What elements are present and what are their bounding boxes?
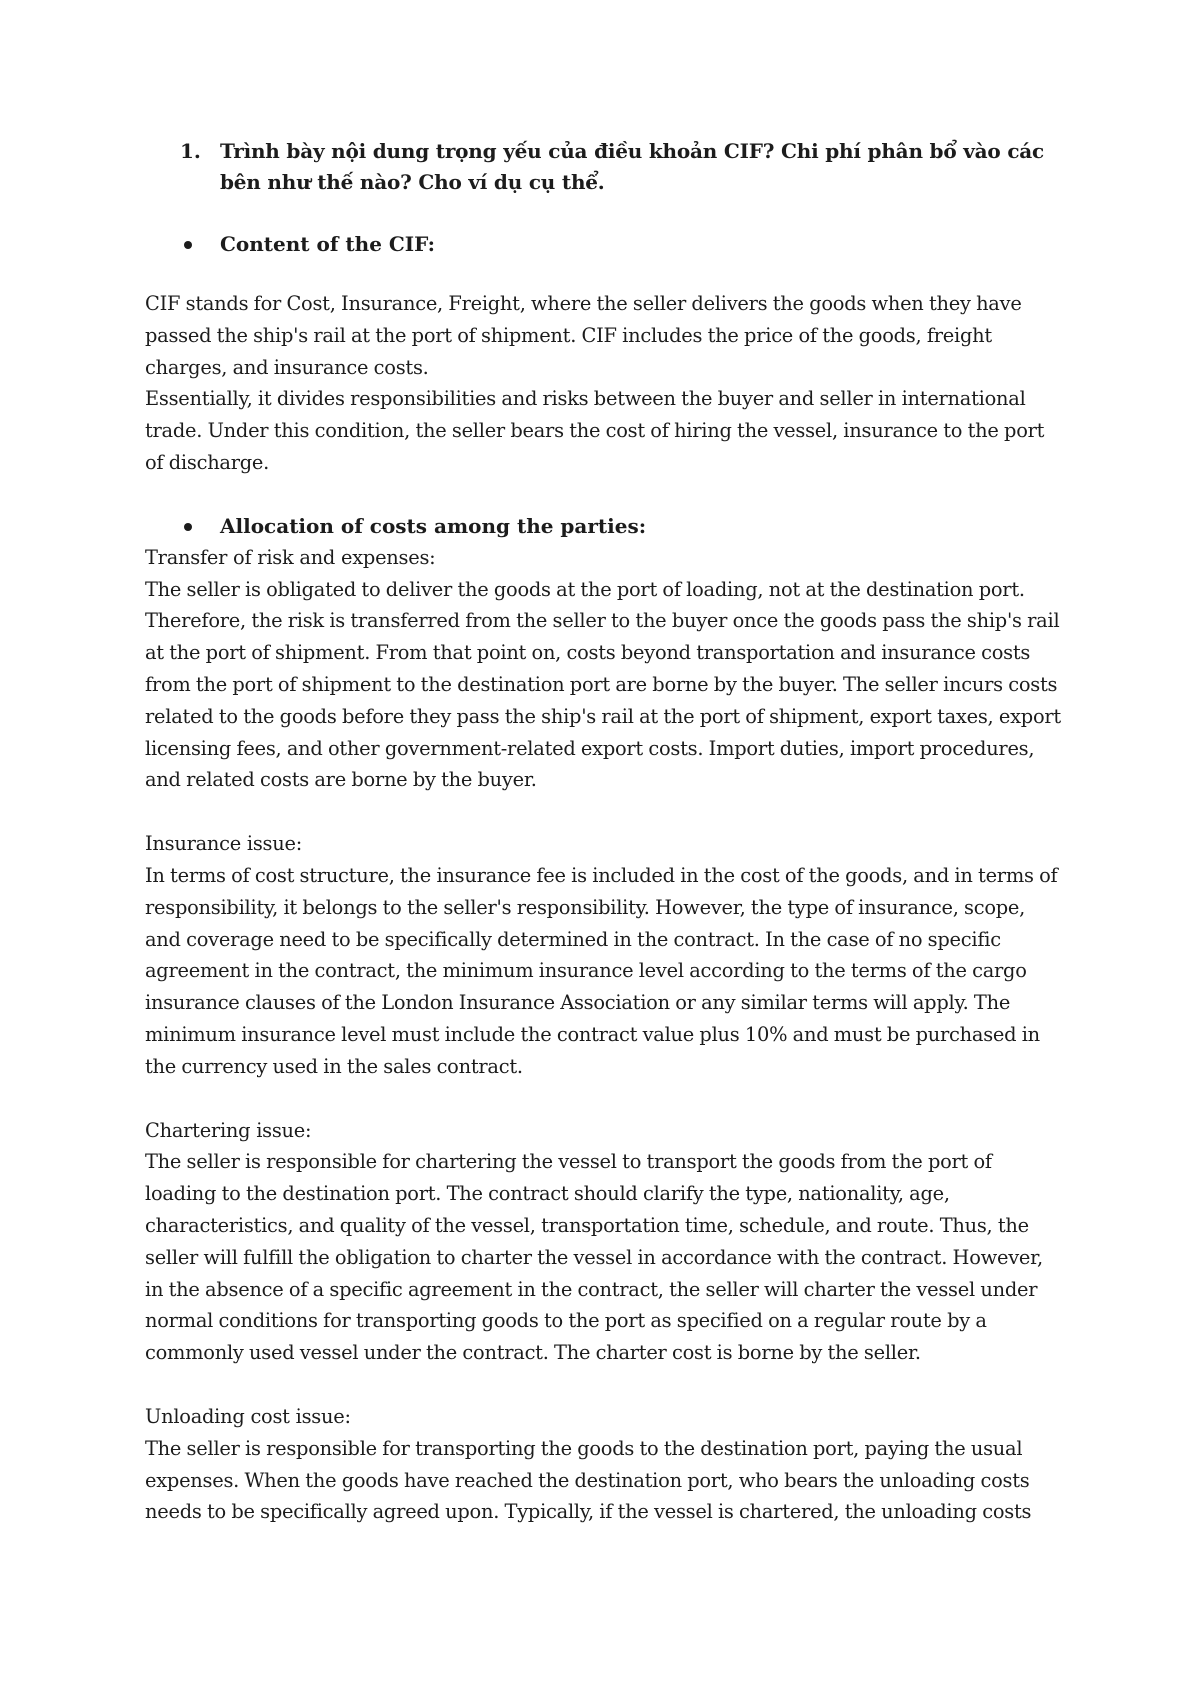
bullet-heading-content — [145, 229, 1065, 260]
insurance-section-label: Insurance issue: — [145, 832, 303, 856]
question-item — [145, 136, 1065, 198]
heading-content-of-cif: Content of the CIF: — [220, 232, 436, 256]
unloading-section-label: Unloading cost issue: — [145, 1404, 351, 1428]
unloading-section-text: The seller is responsible for transporting the goods to the destination port, paying the usual expenses. When the goods have reached the destination port, who bears the unloading costs needs to be specifically agreed upon. Typically, if the vessel is chartered, the unloading costs — [145, 1436, 1032, 1524]
bullet-heading-allocation — [145, 511, 1065, 542]
insurance-section-text: In terms of cost structure, the insurance fee is included in the cost of the goods, and in terms of responsibility, it belongs to the seller's responsibility. However, the type of insurance, scope, and coverage need to be specifically determined in the contract. In the case of no specific agreement in the contract, the minimum insurance level according to the terms of the cargo insurance clauses of the London Insurance Association or any similar terms will apply. The minimum insurance level must include the contract value plus 10% and must be purchased in the currency used in the sales contract. — [145, 863, 1058, 1078]
risk-section-label: Transfer of risk and expenses: — [145, 545, 436, 569]
chartering-section-text: The seller is responsible for chartering the vessel to transport the goods from the port of loading to the destination port. The contract should clarify the type, nationality, age, characteristics, and quality of the vessel, transportation time, schedule, and route. Thus, the seller will fulfill the obligation to charter the vessel in accordance with the contract. However, in the absence of a specific agreement in the contract, the seller will charter the vessel under normal conditions for transporting goods to the port as specified on a regular route by a commonly used vessel under the contract. The charter cost is borne by the seller. — [145, 1150, 1043, 1365]
bullet-icon — [184, 523, 192, 531]
question-number: 1. — [180, 139, 201, 163]
cif-definition-paragraph: CIF stands for Cost, Insurance, Freight, where the seller delivers the goods when they have passed the ship's rail at the port of shipment. CIF includes the price of the goods, freight charges, and insurance costs. — [145, 292, 1022, 379]
question-text: Trình bày nội dung trọng yếu của điều khoản CIF? Chi phí phân bổ vào các bên như thế nào? Cho ví dụ cụ thể. — [220, 139, 1045, 194]
heading-allocation-of-costs: Allocation of costs among the parties: — [220, 513, 647, 538]
risk-section-text: The seller is obligated to deliver the goods at the port of loading, not at the destination port. Therefore, the risk is transferred from the seller to the buyer once the goods pass the ship's rail at the port of shipment. From that point on, costs beyond transportation and insurance costs from the port of shipment to the destination port are borne by the buyer. The seller incurs costs related to the goods before they pass the ship's rail at the port of shipment, export taxes, export licensing fees, and other government-related export costs. Import duties, import procedures, and related costs are borne by the buyer. — [145, 577, 1061, 792]
bullet-icon — [184, 241, 192, 249]
document-body — [145, 136, 1065, 1528]
cif-responsibility-paragraph: Essentially, it divides responsibilities and risks between the buyer and seller in international trade. Under this condition, the seller bears the cost of hiring the vessel, insurance to the port of discharge. — [145, 387, 1045, 474]
chartering-section-label: Chartering issue: — [145, 1118, 312, 1142]
